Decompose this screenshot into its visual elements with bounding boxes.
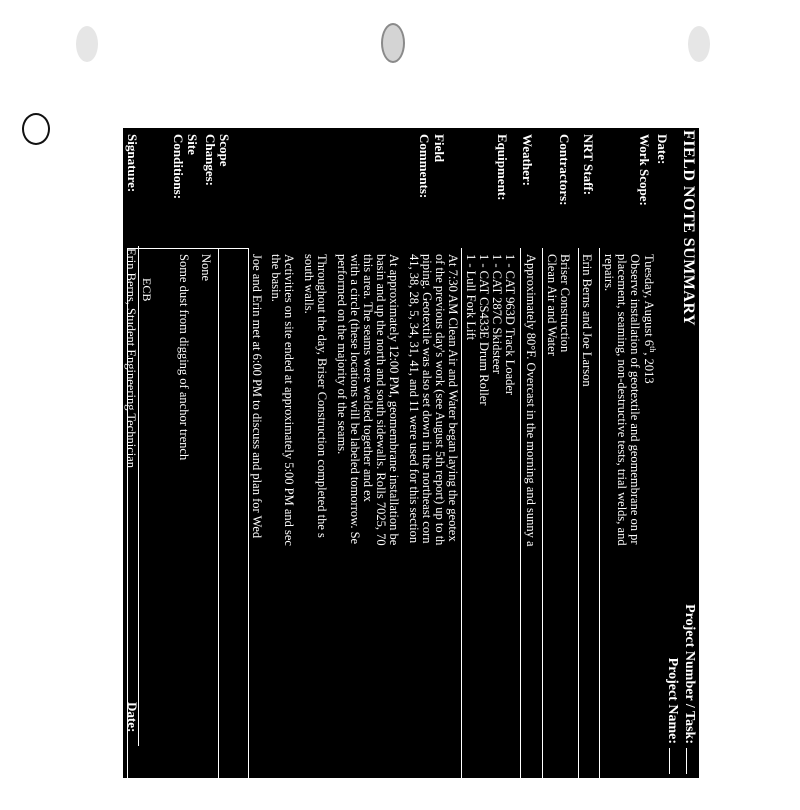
- project-number-line: [686, 748, 687, 774]
- comment-line: piping. Geotextile was also set down in the northeast corn: [420, 254, 434, 544]
- changes-label: Changes:: [203, 134, 218, 187]
- contractor-1: Briser Construction: [558, 254, 572, 353]
- divider: [542, 248, 543, 808]
- contractor-2: Clean Air and Water: [545, 254, 559, 356]
- punch-hole-side: [22, 113, 50, 145]
- weather-value: Approximately 80°F. Overcast in the morning and sunny a: [524, 254, 538, 547]
- comment-line: performed on the majority of the seams.: [335, 254, 349, 455]
- punch-hole-center: [381, 23, 405, 63]
- weather-label: Weather:: [520, 134, 535, 186]
- punch-hole-left: [76, 26, 98, 62]
- scope-changes-value: None: [199, 254, 213, 282]
- project-name-row: [664, 658, 680, 774]
- comment-line: At 7:30 AM Clean Air and Water began laying the geotex: [446, 254, 460, 542]
- work-scope-line-2: placement, seaming, non-destructive tests, trial welds, and: [615, 254, 629, 546]
- project-name-line: [669, 748, 670, 774]
- field-label: Field: [432, 134, 447, 163]
- rotated-field-note-sheet: [123, 128, 699, 778]
- comment-line: Throughout the day, Briser Construction completed the s: [315, 254, 329, 538]
- date-value-sup: th: [648, 346, 658, 353]
- contractors-label: Contractors:: [557, 134, 572, 206]
- signature-label: Signature:: [125, 134, 140, 193]
- document-heading: FIELD NOTE SUMMARY: [680, 130, 697, 326]
- nrt-staff-value: Erin Berns and Joe Larson: [580, 254, 594, 387]
- date-value: [642, 254, 658, 384]
- comment-line: At approximately 12:00 PM, geomembrane installation be: [387, 254, 401, 546]
- project-number-row: [681, 604, 697, 774]
- signature-line: [138, 246, 139, 746]
- equipment-label: Equipment:: [495, 134, 510, 201]
- divider: [218, 248, 219, 808]
- signature-name: Erin Berns, Student Engineering Technician: [124, 248, 138, 469]
- equipment-item-1: 1 - CAT 963D Track Loader: [503, 254, 517, 396]
- comment-line: of the previous day's work (see August 5th report) up to th: [433, 254, 447, 546]
- date-value-text: Tuesday, August 6: [642, 254, 656, 347]
- project-name-label: Project Name:: [665, 657, 680, 744]
- scope-label: Scope: [217, 134, 232, 167]
- equipment-item-4: 1 - Lull Fork Lift: [464, 254, 478, 341]
- scanned-page: [123, 128, 699, 744]
- comment-line: south walls.: [302, 254, 316, 314]
- divider: [461, 248, 462, 808]
- divider: [520, 248, 521, 808]
- comment-line: 41, 38, 28, 5, 34, 31, 41, and 11 were used for this section: [407, 254, 421, 544]
- project-number-label: Project Number / Task:: [682, 604, 697, 744]
- comments-label: Comments:: [417, 134, 432, 199]
- divider: [578, 248, 579, 808]
- work-scope-line-3: repairs.: [602, 254, 616, 292]
- site-label: Site: [185, 134, 200, 155]
- equipment-item-2: 1 - CAT 287C Skidsteer: [490, 254, 504, 374]
- signature-date-label: Date:: [125, 702, 140, 733]
- date-label: Date:: [655, 134, 670, 165]
- equipment-item-3: 1 - CAT CS433E Drum Roller: [477, 254, 491, 406]
- initials: ECB: [140, 278, 154, 302]
- comment-line: with a circle (these locations will be labeled tomorrow. Se: [348, 254, 362, 545]
- work-scope-label: Work Scope:: [637, 134, 652, 206]
- conditions-label: Conditions:: [171, 134, 186, 200]
- nrt-staff-label: NRT Staff:: [581, 134, 596, 196]
- comment-line: Activities on site ended at approximately 5:00 PM and sec: [282, 254, 296, 546]
- date-value-year: , 2013: [642, 352, 656, 384]
- comment-line: basin and up the north and south sidewalls. Rolls 7025, 70: [374, 254, 388, 546]
- work-scope-line-1: Observe installation of geotextile and geomembrane on pr: [628, 254, 642, 545]
- comment-line: Joe and Erin met at 6:00 PM to discuss and plan for Wed: [250, 254, 264, 539]
- comment-line: this area. The seams were welded together and ex: [361, 254, 375, 502]
- site-conditions-value: Some dust from digging of anchor trench: [177, 254, 191, 461]
- comment-line: the basin.: [269, 254, 283, 302]
- divider: [599, 248, 600, 808]
- punch-hole-right: [688, 26, 710, 62]
